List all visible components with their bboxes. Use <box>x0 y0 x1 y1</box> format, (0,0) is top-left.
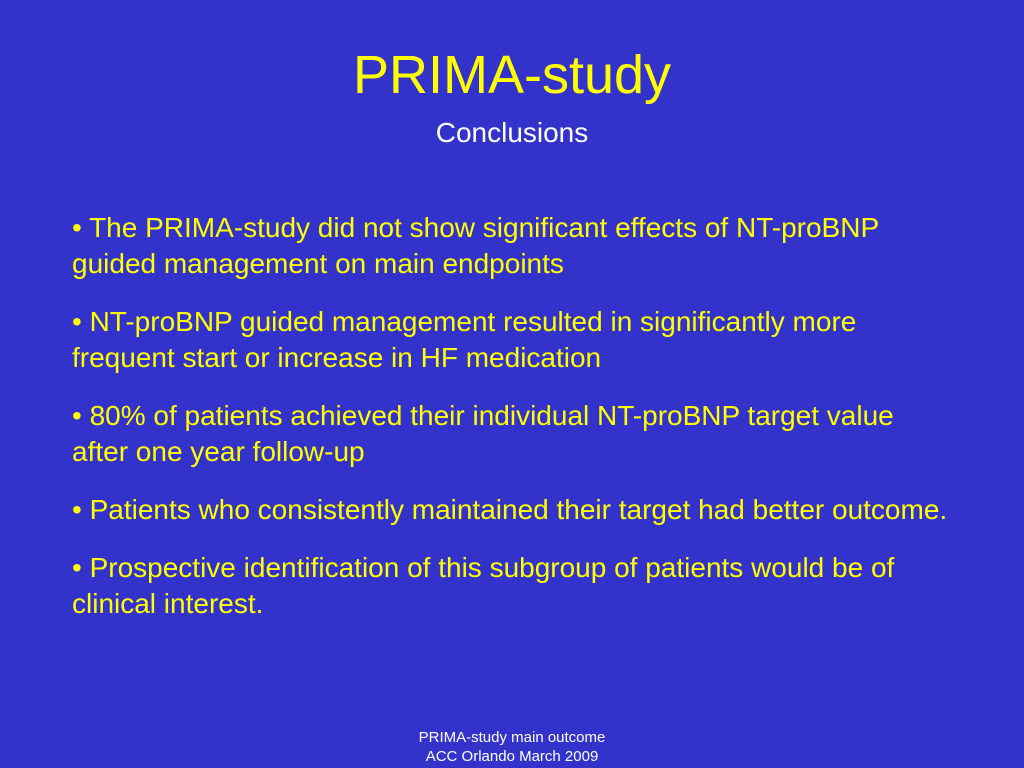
bullet-item: • The PRIMA-study did not show significant effects of NT-proBNP guided management on main endpoints <box>72 212 879 279</box>
bullet-item: • NT-proBNP guided management resulted in significantly more frequent start or increase in HF medication <box>72 306 857 373</box>
slide-title: PRIMA-study <box>352 45 672 105</box>
bullet-item: • 80% of patients achieved their individual NT-proBNP target value after one year follow-up <box>72 400 894 467</box>
bullet-item: • Prospective identification of this subgroup of patients would be of clinical interest. <box>72 552 895 619</box>
bullet-item: • Patients who consistently maintained their target had better outcome. <box>72 494 948 525</box>
slide-subtitle: Conclusions <box>435 117 589 148</box>
footer-line-1: PRIMA-study main outcome <box>418 729 606 746</box>
bullet-list <box>72 210 952 644</box>
footer-line-2: ACC Orlando March 2009 <box>425 748 599 765</box>
slide-footer <box>0 728 1024 766</box>
